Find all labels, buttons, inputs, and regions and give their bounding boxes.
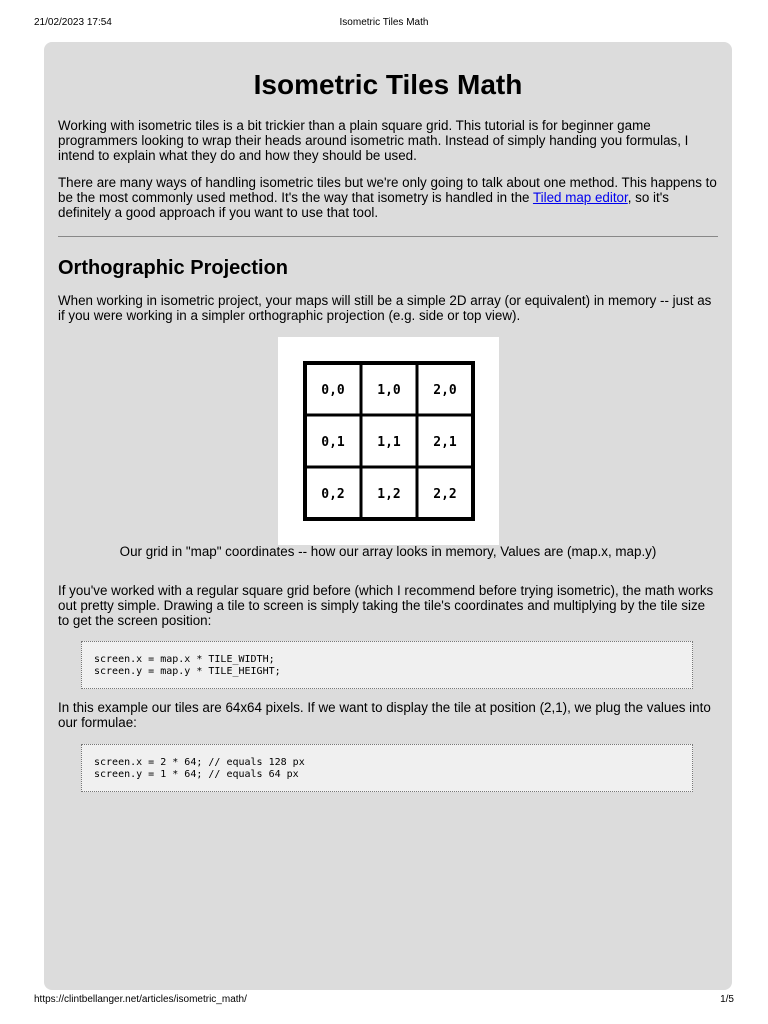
page-title: Isometric Tiles Math — [253, 69, 523, 100]
print-title: Isometric Tiles Math — [339, 17, 429, 28]
tiled-map-editor-link[interactable]: Tiled map editor — [532, 189, 628, 205]
print-date: 21/02/2023 17:54 — [34, 17, 112, 28]
code-line: screen.y = map.y * TILE_HEIGHT; — [94, 666, 281, 677]
grid-cell-label: 2,1 — [433, 435, 457, 450]
section-heading: Orthographic Projection — [58, 257, 289, 279]
print-header — [0, 16, 768, 30]
figure-caption: Our grid in "map" coordinates -- how our array looks in memory, Values are (map.x, map.y) — [119, 544, 657, 559]
section-paragraph-2: If you've worked with a regular square grid before (which I recommend before trying isometric), the math works out pretty simple. Drawing a tile to screen is simply taking the tile's coordinates and multiplying by the tile size to get the screen position: — [58, 583, 714, 628]
code-line: screen.x = 2 * 64; // equals 128 px — [94, 757, 305, 768]
grid-cell-label: 2,0 — [433, 383, 457, 398]
code-line: screen.x = map.x * TILE_WIDTH; — [94, 654, 275, 665]
print-footer — [0, 993, 768, 1007]
intro-paragraph-2 — [58, 176, 718, 220]
article-card — [44, 42, 732, 990]
intro-text-after: , so it's definitely a good approach if you want to use that tool. — [58, 189, 669, 220]
print-page-number: 1/5 — [720, 994, 734, 1005]
grid-cell-label: 2,2 — [433, 487, 457, 502]
section-paragraph-1: When working in isometric project, your maps will still be a simple 2D array (or equivalent) in memory -- just as if you were working in a simpler orthographic projection (e.g. side or top view). — [58, 293, 712, 323]
map-grid-image — [278, 337, 499, 545]
code-block-formula — [81, 641, 693, 689]
grid-cell-label: 0,1 — [321, 435, 345, 450]
section-paragraph-3: In this example our tiles are 64x64 pixels. If we want to display the tile at position (2,1), we plug the values into our formulae: — [58, 700, 711, 730]
grid-cell-label: 1,2 — [377, 487, 401, 502]
map-grid-figure — [278, 337, 499, 545]
print-url: https://clintbellanger.net/articles/isometric_math/ — [34, 994, 247, 1005]
section-divider — [58, 236, 718, 237]
grid-cell-label: 0,2 — [321, 487, 345, 502]
intro-text-before: There are many ways of handling isometric tiles but we're only going to talk about one method. This happens to be the most commonly used method. It's the way that isometry is handled in the — [58, 175, 717, 205]
grid-cell-label: 1,0 — [377, 383, 401, 398]
code-line: screen.y = 1 * 64; // equals 64 px — [94, 769, 299, 780]
code-block-example — [81, 744, 693, 792]
grid-cell-label: 0,0 — [321, 383, 345, 398]
grid-cell-label: 1,1 — [377, 435, 401, 450]
intro-paragraph-1: Working with isometric tiles is a bit trickier than a plain square grid. This tutorial is for beginner game programmers looking to wrap their heads around isometric math. Instead of simply handing you formulas, I intend to explain what they do and how they should be used. — [58, 118, 689, 163]
